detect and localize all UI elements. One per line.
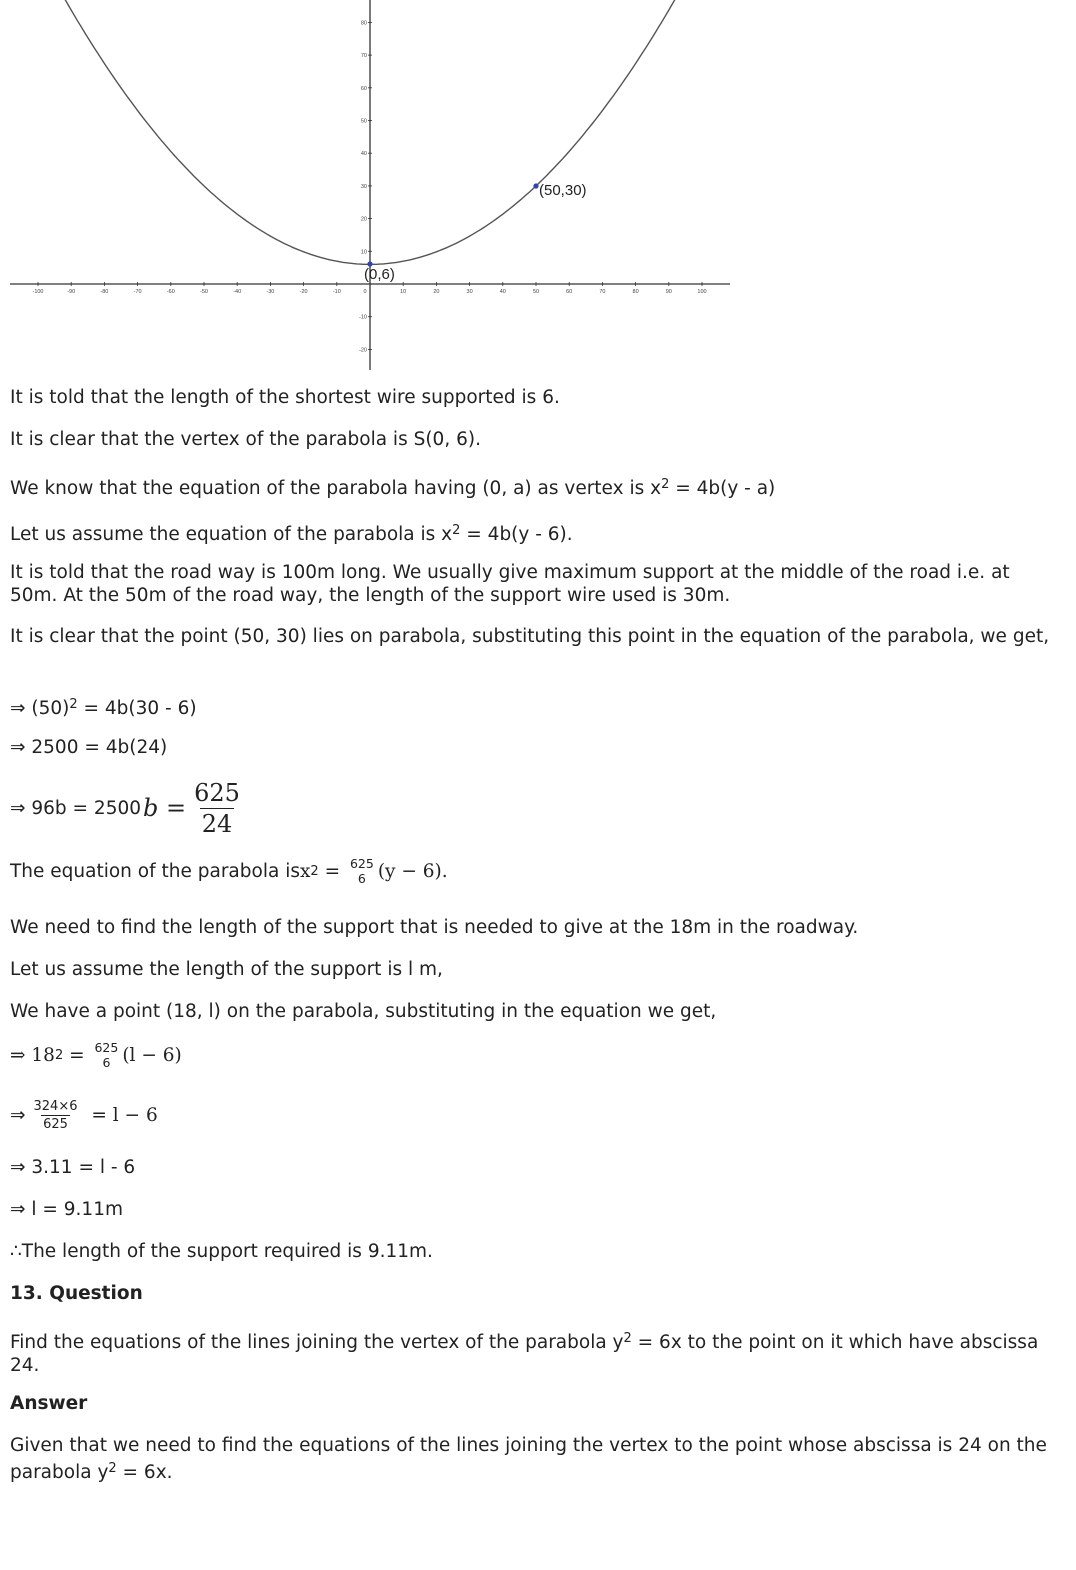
para-standard-equation: We know that the equation of the parabola having (0, a) as vertex is $x^2 = 4b(y - a)$ [10,477,776,499]
x-tick-label: 30 [466,289,473,295]
question-13-heading: 13. Question [10,1283,143,1304]
x-tick-label: 90 [665,289,672,295]
eq-step-7: ⇒ l = 9.11m [10,1199,123,1220]
eq-step-1: ⇒ $(50)^2 = 4b(30 - 6)$ [10,697,197,719]
eq-step-3: ⇒ 96b = 2500 b = $\frac{625}{24}$ [10,779,240,838]
para-roadway: It is told that the road way is 100m long. We usually give maximum support at the middle of the road i.e. at 50m. At the 50m of the road way, the length of the support wire used is 30m. [10,562,1010,606]
x-tick-label: 70 [599,289,606,295]
answer-heading: Answer [10,1393,88,1414]
x-tick-label: 80 [632,289,639,295]
vertex-label: (0,6) [364,266,395,283]
y-tick-label: 80 [360,20,367,27]
y-tick-label: 10 [360,249,367,256]
x-tick-label: -40 [233,289,242,295]
y-tick-label: 60 [360,85,367,92]
y-tick-label: -20 [359,347,367,354]
x-tick-label: -100 [32,289,44,295]
x-tick-label: -10 [332,289,341,295]
x-tick-label: -90 [67,289,76,295]
x-tick-label: -80 [100,289,109,295]
para-vertex: It is clear that the vertex of the parabola is S(0, 6). [10,429,481,450]
para-shortest-wire: It is told that the length of the shortest wire supported is 6. [10,387,560,408]
x-tick-label: -60 [166,289,175,295]
x-tick-label: 50 [532,289,540,295]
y-tick-label: 70 [360,53,367,60]
eq-step-2: ⇒ 2500 = 4b(24) [10,737,168,758]
fraction-625-6-b: 625 6 [94,1040,119,1070]
y-tick-label: 30 [360,183,367,190]
x-tick-label: 40 [499,289,506,295]
point-50-30-label: (50,30) [539,182,587,199]
x-tick-label: -30 [266,289,275,295]
x-tick-label: 100 [697,289,707,295]
question-13-text: Find the equations of the lines joining the vertex of the parabola $y^2 = 6x$ to the point on it which have abscissa 24. [10,1331,1039,1376]
y-tick-label: -10 [359,314,367,321]
y-tick-label: 20 [360,216,367,223]
fraction-625-24: $\frac{625}{24}$ [194,779,240,838]
fraction-625-6: 625 6 [349,856,374,886]
x-tick-label: 60 [566,289,573,295]
x-tick-label: 10 [400,289,407,295]
x-tick-label: -50 [200,289,208,295]
y-tick-label: 40 [360,151,367,158]
point-50-30-marker [533,183,538,188]
eq-step-6: ⇒ 3.11 = l - 6 [10,1157,136,1178]
x-tick-label: -20 [299,289,308,295]
para-point-18-l: We have a point (18, l) on the parabola, substituting in the equation we get, [10,1001,717,1022]
fraction-324x6-625: $\frac{324\times 6}{625}$ [33,1099,78,1132]
answer-text: Given that we need to find the equations of the lines joining the vertex to the point whose abscissa is 24 on the parabola $y^2 = 6x$. [10,1435,1047,1483]
x-tick-label: 20 [433,289,440,295]
eq-step-4: ⇒ 18 2 = 625 6 (l − 6) [10,1040,182,1070]
para-parabola-equation: The equation of the parabola is x 2 = 625 6 (y − 6). [10,856,448,886]
para-conclusion: ∴The length of the support required is 9.11m. [10,1241,433,1262]
para-need-length: We need to find the length of the support that is needed to give at the 18m in the roadway. [10,917,859,938]
y-tick-label: 50 [360,118,367,125]
para-assume-length: Let us assume the length of the support is l m, [10,959,443,980]
eq-step-5: ⇒ $\frac{324\times 6}{625}$ = l − 6 [10,1099,158,1132]
para-assumed-equation: Let us assume the equation of the parabola is $x^2 = 4b(y - 6)$. [10,523,573,545]
parabola-graph [0,0,740,372]
x-tick-label: -70 [133,289,142,295]
x-tick-label: 0 [363,289,367,295]
para-point-on-parabola: It is clear that the point (50, 30) lies on parabola, substituting this point in the equation of the parabola, we get, [10,626,1050,647]
